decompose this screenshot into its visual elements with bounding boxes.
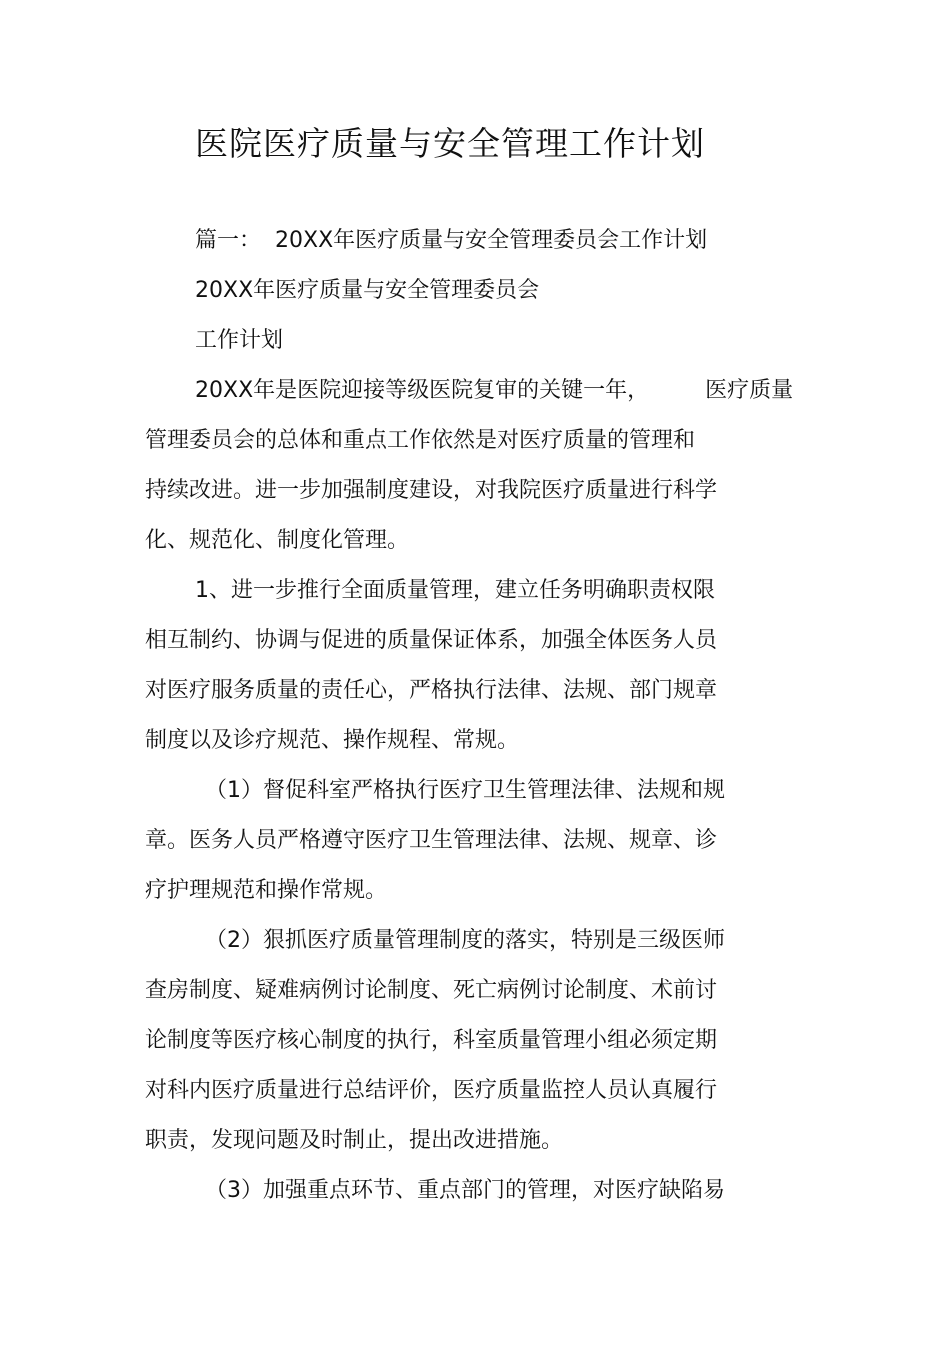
paragraph-line: 管理委员会的总体和重点工作依然是对医疗质量的管理和	[145, 428, 696, 453]
paragraph-text: 医疗质量	[705, 378, 794, 403]
paragraph-line: 章。医务人员严格遵守医疗卫生管理法律、法规、规章、诊	[145, 828, 718, 853]
paragraph-line: 对科内医疗质量进行总结评价，医疗质量监控人员认真履行	[145, 1078, 718, 1103]
paragraph-line: 制度以及诊疗规范、操作规程、常规。	[145, 728, 520, 753]
subheading-line: 20XX年医疗质量与安全管理委员会	[195, 278, 540, 303]
paragraph-text: 20XX年是医院迎接等级医院复审的关键一年，	[195, 378, 650, 403]
paragraph-line: 论制度等医疗核心制度的执行，科室质量管理小组必须定期	[145, 1028, 718, 1053]
paragraph-line: 1、进一步推行全面质量管理，建立任务明确职责权限	[195, 578, 715, 603]
paragraph-line: 疗护理规范和操作常规。	[145, 878, 388, 903]
paragraph-line	[195, 375, 793, 407]
paragraph-line: 化、规范化、制度化管理。	[145, 528, 410, 553]
paragraph-line: （1）督促科室严格执行医疗卫生管理法律、法规和规	[205, 778, 725, 803]
paragraph-line: 持续改进。进一步加强制度建设，对我院医疗质量进行科学	[145, 478, 718, 503]
section-prefix: 篇一：	[195, 228, 262, 253]
paragraph-line: 职责，发现问题及时制止，提出改进措施。	[145, 1128, 564, 1153]
paragraph-line: 对医疗服务质量的责任心，严格执行法律、法规、部门规章	[145, 678, 718, 703]
document-title: 医院医疗质量与安全管理工作计划	[195, 124, 705, 163]
section-heading-text: 20XX年医疗质量与安全管理委员会工作计划	[275, 228, 708, 253]
section-heading	[195, 225, 707, 257]
paragraph-line: （2）狠抓医疗质量管理制度的落实，特别是三级医师	[205, 928, 725, 953]
paragraph-line: （3）加强重点环节、重点部门的管理，对医疗缺陷易	[205, 1178, 725, 1203]
subheading-line: 工作计划	[195, 328, 284, 353]
paragraph-line: 相互制约、协调与促进的质量保证体系，加强全体医务人员	[145, 628, 718, 653]
paragraph-line: 查房制度、疑难病例讨论制度、死亡病例讨论制度、术前讨	[145, 978, 718, 1003]
